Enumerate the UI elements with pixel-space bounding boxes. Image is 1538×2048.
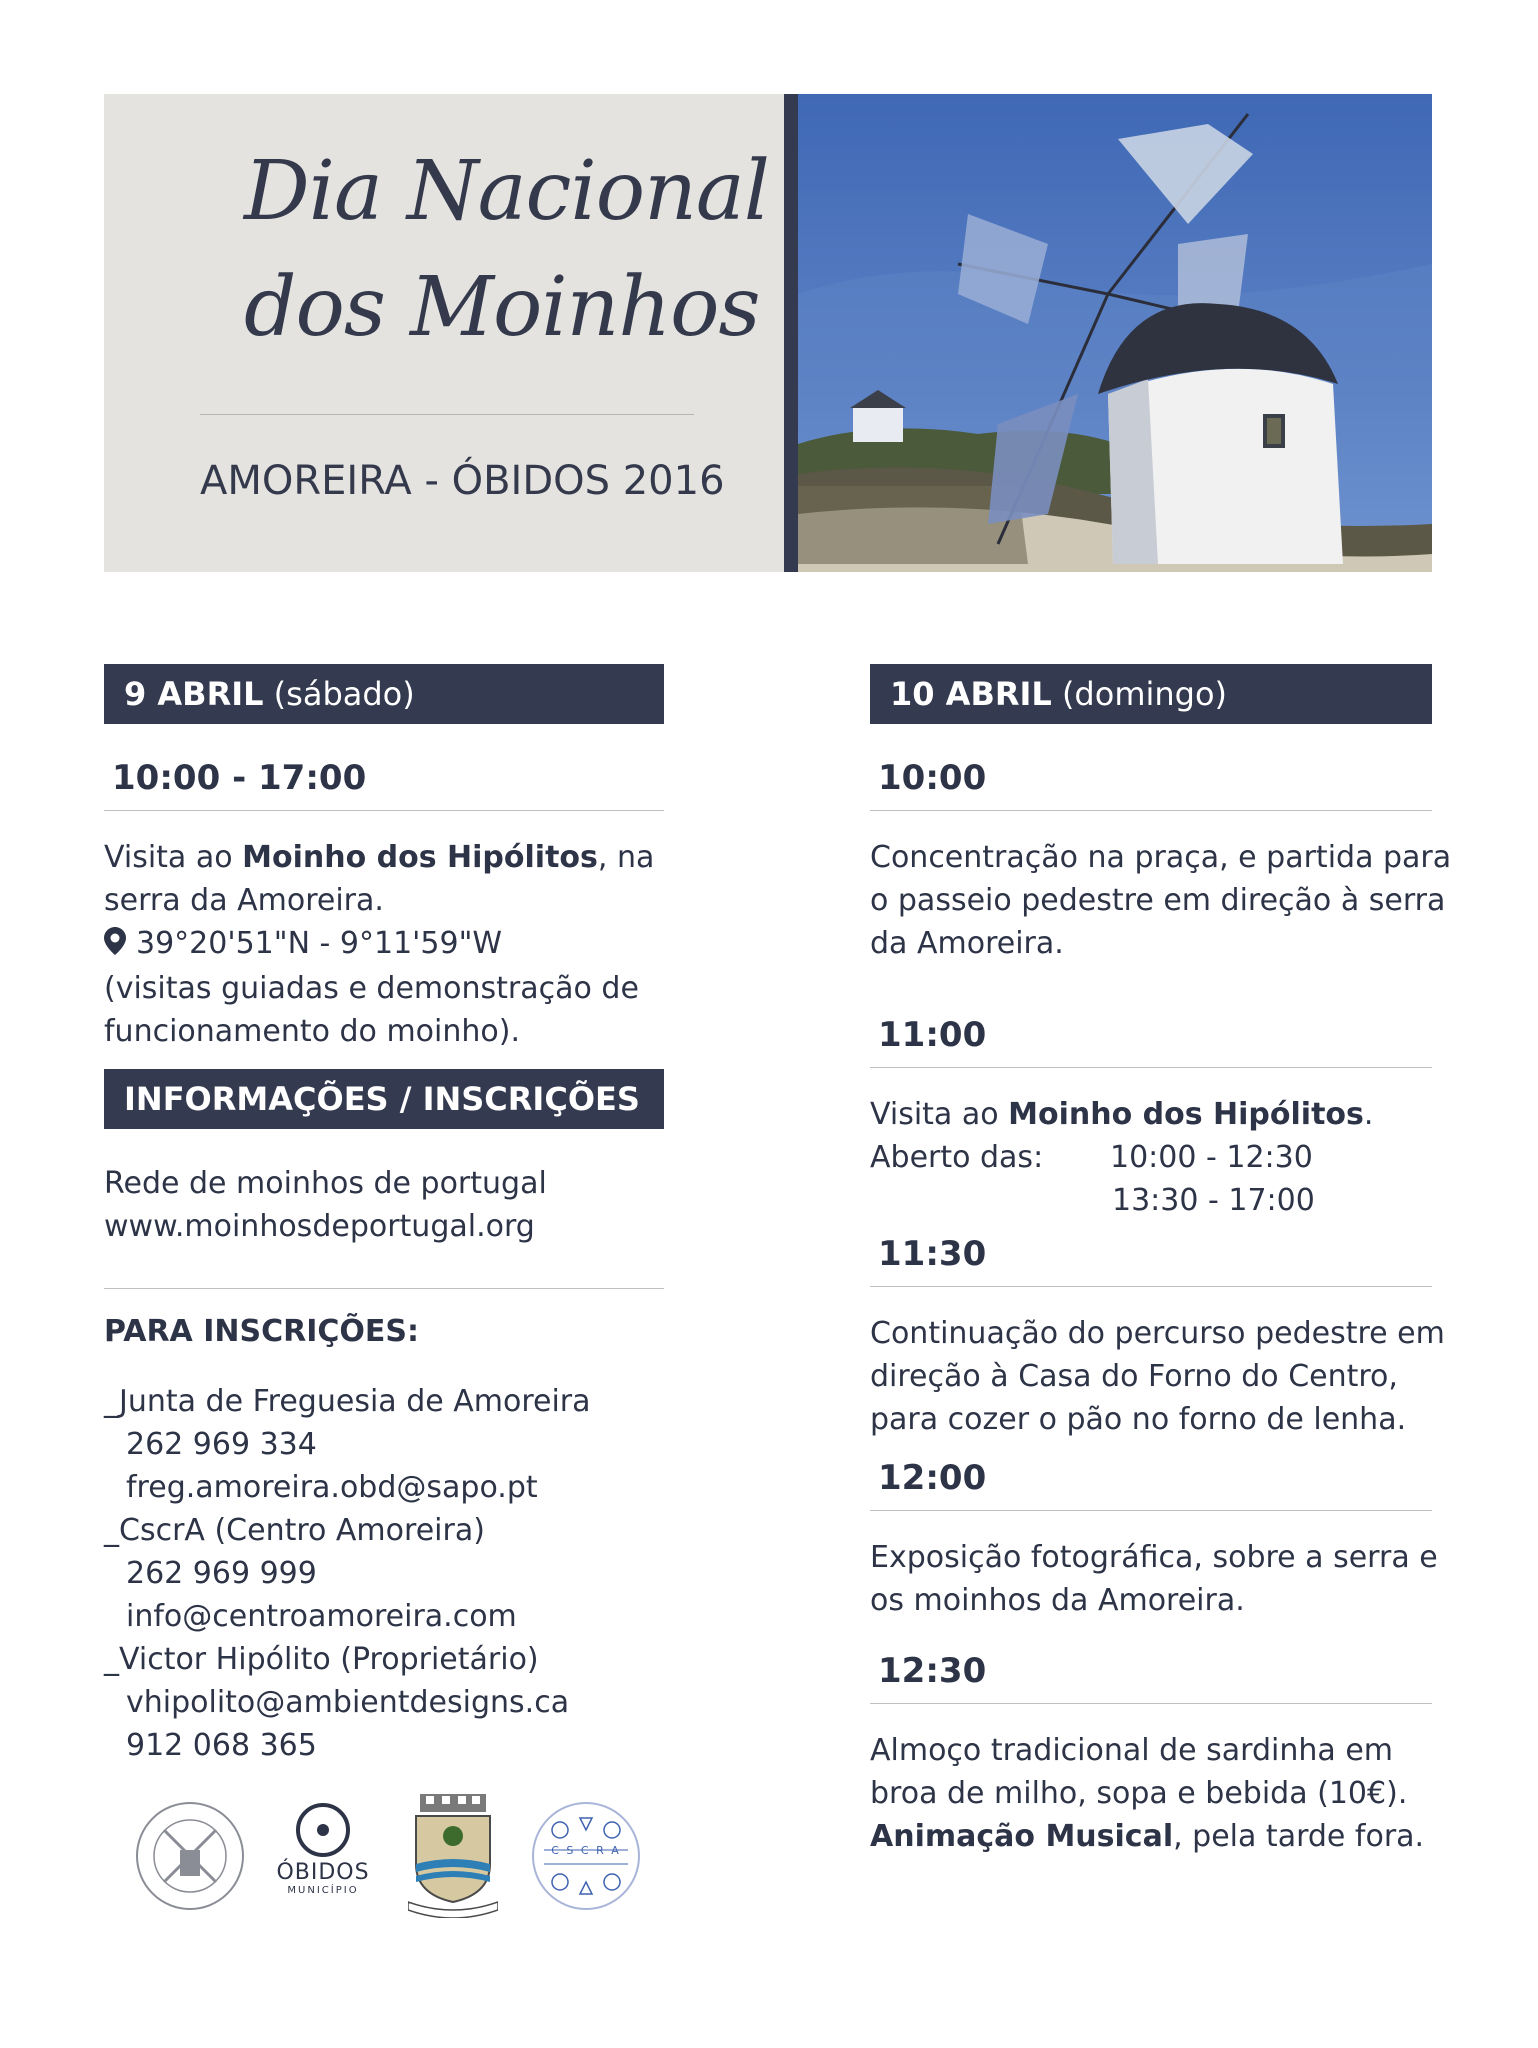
register-heading: PARA INSCRIÇÕES:: [104, 1314, 419, 1349]
network-name: Rede de moinhos de portugal: [104, 1166, 547, 1201]
info-header: [104, 1069, 664, 1129]
event-time: 10:00: [878, 758, 987, 798]
time-divider: [870, 810, 1432, 811]
day1-time: 10:00 - 17:00: [112, 758, 367, 798]
network-info: [104, 1162, 547, 1248]
text-span: Visita ao: [104, 840, 243, 875]
day2-date: 10 ABRIL: [890, 675, 1052, 713]
event-title-line2: dos Moinhos: [244, 260, 760, 355]
circle-dot-icon: [293, 1800, 353, 1860]
opening-slot: 10:00 - 12:30: [1110, 1140, 1313, 1175]
title-divider: [200, 414, 694, 415]
event-line: direção à Casa do Forno do Centro,: [870, 1359, 1398, 1394]
day1-line4: (visitas guiadas e demonstração de: [104, 971, 639, 1006]
event-description: [870, 1536, 1438, 1622]
day1-header: [104, 664, 664, 724]
time-divider: [870, 1703, 1432, 1704]
event-time: 11:00: [878, 1015, 987, 1055]
event-line: broa de milho, sopa e bebida (10€).: [870, 1776, 1408, 1811]
contact-phone[interactable]: 912 068 365: [126, 1728, 317, 1763]
text-span: Visita ao: [870, 1097, 1009, 1132]
mill-name: Moinho dos Hipólitos: [1008, 1097, 1364, 1132]
opening-label: Aberto das:: [870, 1140, 1044, 1175]
time-divider: [870, 1286, 1432, 1287]
text-span: .: [1363, 1097, 1374, 1132]
text-span: , pela tarde fora.: [1173, 1819, 1425, 1854]
event-line: o passeio pedestre em direção à serra: [870, 883, 1446, 918]
day1-coordinates: [104, 922, 704, 967]
hero-title-panel: [104, 94, 784, 572]
cscra-logo: [530, 1800, 642, 1912]
contact-name: _Victor Hipólito (Proprietário): [104, 1642, 539, 1677]
text-span: , na: [597, 840, 655, 875]
event-line: os moinhos da Amoreira.: [870, 1583, 1245, 1618]
event-line: da Amoreira.: [870, 926, 1064, 961]
day1-line5: funcionamento do moinho).: [104, 1014, 520, 1049]
day1-date: 9 ABRIL: [124, 675, 264, 713]
windmill-illustration: [798, 94, 1432, 572]
event-line: Concentração na praça, e partida para: [870, 840, 1452, 875]
opening-hours-row: [870, 1136, 1373, 1179]
website-link[interactable]: www.moinhosdeportugal.org: [104, 1209, 535, 1244]
molinological-society-logo: [134, 1800, 246, 1912]
event-description: [870, 1093, 1373, 1222]
contact-email[interactable]: vhipolito@ambientdesigns.ca: [126, 1685, 570, 1720]
event-time: 12:00: [878, 1458, 987, 1498]
event-line: para cozer o pão no forno de lenha.: [870, 1402, 1407, 1437]
contact-phone[interactable]: 262 969 999: [126, 1556, 317, 1591]
contact-phone[interactable]: 262 969 334: [126, 1427, 317, 1462]
day2-weekday: (domingo): [1061, 675, 1228, 713]
cscra-letters: C S C R A: [551, 1844, 621, 1857]
day2-header: [870, 664, 1432, 724]
event-description: [870, 1729, 1424, 1858]
contact-name: _CscrA (Centro Amoreira): [104, 1513, 485, 1548]
day1-description: [104, 836, 704, 1053]
event-location-year: AMOREIRA - ÓBIDOS 2016: [200, 458, 725, 504]
obidos-subtitle: MUNICÍPIO: [287, 1885, 359, 1896]
info-heading: INFORMAÇÕES / INSCRIÇÕES: [124, 1080, 640, 1118]
event-title-line1: Dia Nacional: [244, 144, 770, 239]
event-description: [870, 836, 1451, 965]
day1-line1: [104, 836, 704, 879]
event-time: 12:30: [878, 1651, 987, 1691]
day1-line2: serra da Amoreira.: [104, 883, 384, 918]
event-line: [870, 1093, 1373, 1136]
obidos-wordmark: ÓBIDOS: [276, 1860, 370, 1885]
contact-name: _Junta de Freguesia de Amoreira: [104, 1384, 591, 1419]
section-divider: [104, 1288, 664, 1289]
coordinates-text: 39°20'51"N - 9°11'59"W: [136, 926, 503, 961]
vertical-divider-bar: [784, 94, 798, 572]
time-divider: [870, 1067, 1432, 1068]
day1-weekday: (sábado): [273, 675, 415, 713]
time-divider: [870, 1510, 1432, 1511]
obidos-municipality-logo: [268, 1800, 378, 1912]
event-line: Exposição fotográfica, sobre a serra e: [870, 1540, 1438, 1575]
location-pin-icon: [104, 924, 126, 967]
event-line: Continuação do percurso pedestre em: [870, 1316, 1445, 1351]
opening-slot: 13:30 - 17:00: [1112, 1183, 1315, 1218]
event-description: [870, 1312, 1445, 1441]
event-line: [870, 1815, 1424, 1858]
event-line: Almoço tradicional de sardinha em: [870, 1733, 1393, 1768]
time-divider: [104, 810, 664, 811]
amoreira-coat-of-arms: [408, 1794, 498, 1918]
music-highlight: Animação Musical: [870, 1819, 1174, 1854]
contact-email[interactable]: info@centroamoreira.com: [126, 1599, 517, 1634]
contacts-list: [104, 1380, 591, 1767]
contact-email[interactable]: freg.amoreira.obd@sapo.pt: [126, 1470, 538, 1505]
event-time: 11:30: [878, 1234, 987, 1274]
mill-name: Moinho dos Hipólitos: [242, 840, 598, 875]
